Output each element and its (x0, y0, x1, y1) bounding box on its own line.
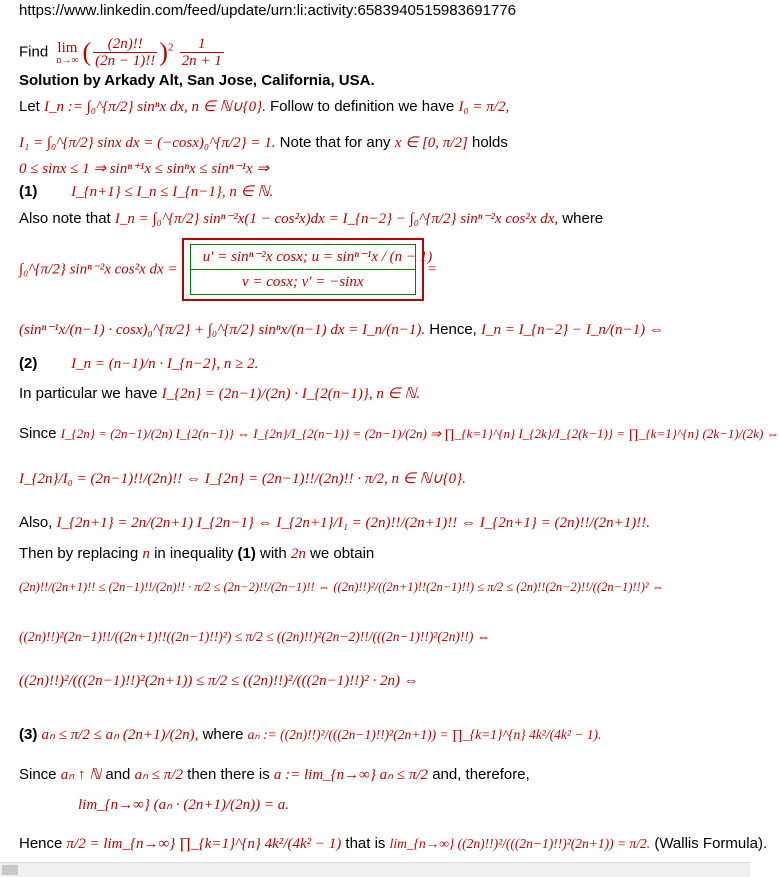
chain-3: ((2n)!!)²/(((2n−1)!!)²(2n+1)) ≤ π/2 ≤ ((2n)!!)²/(((2n−1)!!)² · 2n) ⇔ (19, 673, 419, 689)
find-lim: lim n→∞ (56, 40, 79, 67)
post-url[interactable]: https://www.linkedin.com/feed/update/urn:li:activity:6583940515983691776 (19, 2, 516, 19)
since-monotone-line: Since aₙ ↑ ℕ and aₙ ≤ π/2 then there is a := lim_{n→∞} aₙ ≤ π/2 and, therefore, (19, 766, 530, 783)
since-line: Since I_{2n} = (2n−1)/(2n) I_{2(n−1)} ⇔ I_{2n}/I_{2(n−1)} = (2n−1)/(2n) ⇒ ∏_{k=1}^{n} I_{2k}/I_{2(k−1)} = ∏_{k=1}^{n} (2k−1)/(2k) ⇔ (19, 425, 780, 442)
integration-by-parts: ∫₀^{π/2} sinⁿ⁻²x cos²x dx = $\frac{\text{u′ = sinⁿ⁻²x cosx; u = sinⁿ⁻¹x / (n − 1)}}{v = \cos x; v' = -\sin x}$ = (19, 238, 436, 304)
conclusion-line: Hence π/2 = lim_{n→∞} ∏_{k=1}^{n} 4k²/(4k² − 1) that is lim_{n→∞} ((2n)!!)²/(((2n−1)!!)²(2n+1)) = π/2. (Wallis Formula). (19, 835, 768, 852)
parts-bracket (182, 238, 433, 301)
equation-3: (3) aₙ ≤ π/2 ≤ aₙ (2n+1)/(2n), where aₙ := ((2n)!!)²/(((2n−1)!!)²(2n+1)) = ∏_{k=1}^{n} 4k²/(4k² − 1). (19, 726, 602, 743)
sine-inequality: 0 ≤ sinx ≤ 1 ⇒ sinⁿ⁺¹x ≤ sinⁿx ≤ sinⁿ⁻¹x ⇒ (19, 161, 269, 177)
parts-box (190, 244, 433, 295)
find-fraction-2: $\frac{1}{2n + 1}$ (181, 36, 222, 69)
parts-v: v = cosx; v′ = −sinx (191, 269, 415, 294)
limit-line: lim_{n→∞} (aₙ · (2n+1)/(2n)) = a. (78, 797, 289, 813)
also-odd-line: Also, I_{2n+1} = 2n/(2n+1) I_{2n−1} ⇔ I_{2n+1}/I₁ = (2n)!!/(2n+1)!! ⇔ I_{2n+1} = (2n)!!/(2n+1)!!. (19, 514, 651, 531)
wallis-formula-label: (Wallis Formula). (654, 835, 768, 852)
i0-value: I₀ = π/2, (458, 99, 510, 115)
chain-1: (2n)!!/(2n+1)!! ≤ (2n−1)!!/(2n)!! · π/2 ≤ (2n−2)!!/(2n−1)!! ⇔ ((2n)!!)²/((2n+1)!!(2n−1)!!) ≤ π/2 ≤ (2n)!!(2n−2)!!/((2n−1)!!)² ⇔ (19, 580, 665, 594)
parts-result-line: (sinⁿ⁻¹x/(n−1) · cosx)₀^{π/2} + ∫₀^{π/2} sinⁿx/(n−1) dx = I_n/(n−1). Hence, I_n = I_{n−2} − I_n/(n−1) ⇔ (19, 321, 664, 338)
ratio-line: I_{2n}/I₀ = (2n−1)!!/(2n)!! ⇔ I_{2n} = (2n−1)!!/(2n)!! · π/2, n ∈ ℕ∪{0}. (19, 471, 466, 487)
author-line: Solution by Arkady Alt, San Jose, California, USA. (19, 72, 375, 89)
problem-statement: Find lim n→∞ ( $\frac{(2n)!!}{(2n - 1)!!}$ )$^2$ $\frac{1}{2n + 1}$ (19, 36, 222, 69)
i1-line: I₁ = ∫₀^{π/2} sinx dx = (−cosx)₀^{π/2} = 1. Note that for any x ∈ [0, π/2] holds (19, 134, 508, 151)
i1-value: I₁ = ∫₀^{π/2} sinx dx = (−cosx)₀^{π/2} = 1. (19, 135, 276, 151)
equation-2: (2) I_n = (n−1)/n · I_{n−2}, n ≥ 2. (19, 355, 259, 372)
find-label: Find (19, 43, 49, 61)
horizontal-scrollbar[interactable] (0, 862, 750, 877)
x-range: x ∈ [0, π/2] (394, 135, 468, 151)
parts-u: u′ = sinⁿ⁻²x cosx; u = sinⁿ⁻¹x / (n − 1) (202, 249, 433, 265)
find-fraction: $\frac{(2n)!!}{(2n - 1)!!}$ (95, 36, 156, 69)
replacing-line: Then by replacing n in inequality (1) with 2n we obtain (19, 545, 375, 562)
find-square: 2 (167, 41, 174, 54)
particular-line: In particular we have I_{2n} = (2n−1)/(2n) · I_{2(n−1)}, n ∈ ℕ. (19, 385, 421, 402)
scrollbar-thumb[interactable] (2, 865, 18, 875)
equation-1: (1) I_{n+1} ≤ I_n ≤ I_{n−1}, n ∈ ℕ. (19, 183, 274, 200)
also-line: Also note that I_n = ∫₀^{π/2} sinⁿ⁻²x(1 − cos²x)dx = I_{n−2} − ∫₀^{π/2} sinⁿ⁻²x cos²x dx, where (19, 210, 604, 227)
chain-2: ((2n)!!)²(2n−1)!!/((2n+1)!!((2n−1)!!)²) ≤ π/2 ≤ ((2n)!!)²(2n−2)!!/(((2n−1)!!)²(2n)!!) ⇔ (19, 629, 491, 644)
integral-definition: I_n := ∫₀^{π/2} sinⁿx dx, n ∈ ℕ∪{0}. (44, 99, 266, 115)
definition-line: Let I_n := ∫₀^{π/2} sinⁿx dx, n ∈ ℕ∪{0}. Follow to definition we have I₀ = π/2, (19, 98, 510, 115)
